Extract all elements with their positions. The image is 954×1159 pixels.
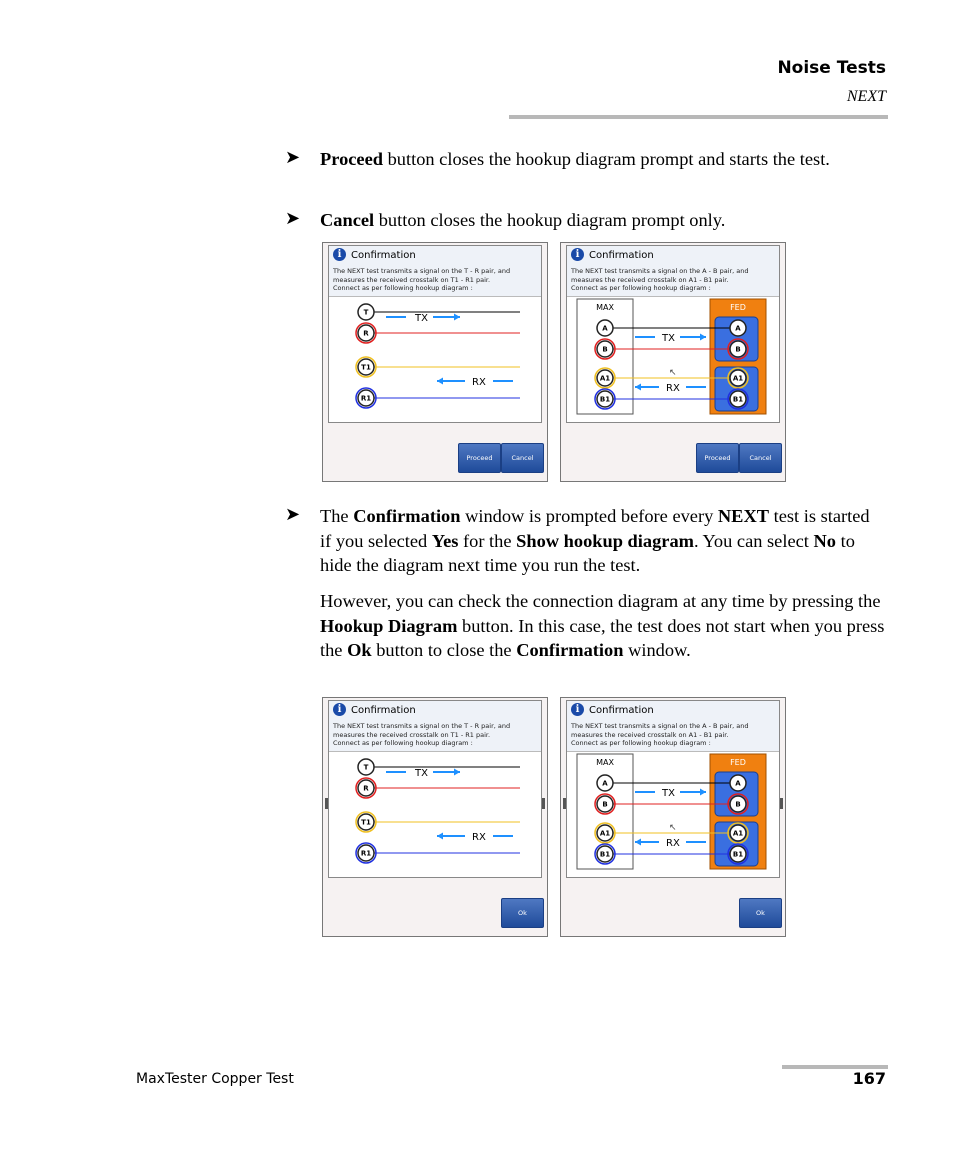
info-icon: i: [571, 248, 584, 261]
hookup-diagram-tr: [329, 752, 541, 877]
max-label: MAX: [596, 303, 614, 312]
node-a-max-label: A: [602, 779, 608, 788]
screenshot-tr-proceed: [322, 242, 548, 482]
bullet-confirmation: The Confirmation window is prompted before every NEXT test is started if you selected Yes for the Show hookup diagram. You can select No to hide the diagram next time you run the test.: [320, 506, 870, 576]
node-b1-fed-label: B1: [732, 850, 744, 859]
rx-arrow-head: [635, 839, 641, 846]
tx-label: TX: [662, 788, 675, 799]
dialog-description: The NEXT test transmits a signal on the T - R pair, and measures the received crosstalk on T1 - R1 pair. Connect as per following hookup diagram :: [333, 267, 511, 292]
hookup-diagram-ab: [567, 297, 779, 422]
info-icon: i: [333, 703, 346, 716]
tx-arrow-head: [454, 769, 460, 776]
node-b1-max-label: B1: [599, 395, 611, 404]
screenshot-tr-ok: [322, 697, 548, 937]
node-t1-label: T1: [361, 363, 371, 372]
node-r1-label: R1: [360, 394, 372, 403]
hookup-diagram-paragraph: However, you can check the connection diagram at any time by pressing the Hookup Diagram button. In this case, the test does not start when you press the Ok button to close the Confirmation window.: [320, 591, 885, 661]
tx-arrow-head: [454, 314, 460, 321]
max-label: MAX: [596, 758, 614, 767]
tx-arrow-head: [700, 334, 706, 341]
dialog-description: The NEXT test transmits a signal on the A - B pair, and measures the received crosstalk on A1 - B1 pair. Connect as per following hookup diagram :: [571, 267, 749, 292]
tx-label: TX: [662, 333, 675, 344]
tx-arrow-head: [700, 789, 706, 796]
node-a1-fed-label: A1: [732, 374, 744, 383]
node-a1-max-label: A1: [599, 829, 611, 838]
footer-product: MaxTester Copper Test: [136, 1071, 294, 1087]
node-a-max-label: A: [602, 324, 608, 333]
screenshot-ab-ok: [560, 697, 786, 937]
node-a1-fed-label: A1: [732, 829, 744, 838]
bullet-arrow-icon: ➤: [285, 147, 301, 167]
bullet-proceed: Proceed button closes the hookup diagram prompt and starts the test.: [320, 149, 830, 169]
node-t1-label: T1: [361, 818, 371, 827]
node-b-max-label: B: [602, 800, 608, 809]
proceed-button[interactable]: Proceed: [696, 443, 739, 473]
info-icon: i: [333, 248, 346, 261]
rx-arrow-head: [635, 384, 641, 391]
dialog-title: Confirmation: [351, 705, 416, 716]
node-r-label: R: [363, 784, 369, 793]
cancel-button[interactable]: Cancel: [501, 443, 544, 473]
node-b1-max-label: B1: [599, 850, 611, 859]
proceed-button[interactable]: Proceed: [458, 443, 501, 473]
rx-label: RX: [666, 838, 680, 849]
node-r-label: R: [363, 329, 369, 338]
page-number: 167: [852, 1069, 886, 1088]
info-icon: i: [571, 703, 584, 716]
dialog-title: Confirmation: [589, 705, 654, 716]
dialog-description: The NEXT test transmits a signal on the T - R pair, and measures the received crosstalk on T1 - R1 pair. Connect as per following hookup diagram :: [333, 722, 511, 747]
node-b-max-label: B: [602, 345, 608, 354]
node-t-label: T: [363, 763, 369, 772]
cancel-button[interactable]: Cancel: [739, 443, 782, 473]
bullet-arrow-icon: ➤: [285, 208, 301, 228]
section-subtitle: NEXT: [846, 88, 886, 105]
hookup-diagram-ab: [567, 752, 779, 877]
section-title: Noise Tests: [777, 58, 886, 78]
node-b-fed-label: B: [735, 345, 741, 354]
ok-button[interactable]: Ok: [501, 898, 544, 928]
node-a1-max-label: A1: [599, 374, 611, 383]
cursor-icon: ↖: [669, 368, 677, 378]
ok-button[interactable]: Ok: [739, 898, 782, 928]
node-b1-fed-label: B1: [732, 395, 744, 404]
fed-label: FED: [730, 303, 746, 312]
rx-arrow-head: [437, 833, 443, 840]
tx-label: TX: [415, 313, 428, 324]
rx-label: RX: [472, 377, 486, 388]
cursor-icon: ↖: [669, 823, 677, 833]
node-a-fed-label: A: [735, 779, 741, 788]
hookup-diagram-tr: [329, 297, 541, 422]
node-a-fed-label: A: [735, 324, 741, 333]
dialog-title: Confirmation: [351, 250, 416, 261]
tx-label: TX: [415, 768, 428, 779]
bullet-arrow-icon: ➤: [285, 504, 301, 524]
fed-label: FED: [730, 758, 746, 767]
rx-arrow-head: [437, 378, 443, 385]
dialog-title: Confirmation: [589, 250, 654, 261]
bullet-cancel: Cancel button closes the hookup diagram prompt only.: [320, 210, 726, 230]
rx-label: RX: [472, 832, 486, 843]
rx-label: RX: [666, 383, 680, 394]
node-b-fed-label: B: [735, 800, 741, 809]
dialog-description: The NEXT test transmits a signal on the A - B pair, and measures the received crosstalk on A1 - B1 pair. Connect as per following hookup diagram :: [571, 722, 749, 747]
node-t-label: T: [363, 308, 369, 317]
node-r1-label: R1: [360, 849, 372, 858]
screenshot-ab-proceed: [560, 242, 786, 482]
header-rule: [509, 115, 888, 119]
